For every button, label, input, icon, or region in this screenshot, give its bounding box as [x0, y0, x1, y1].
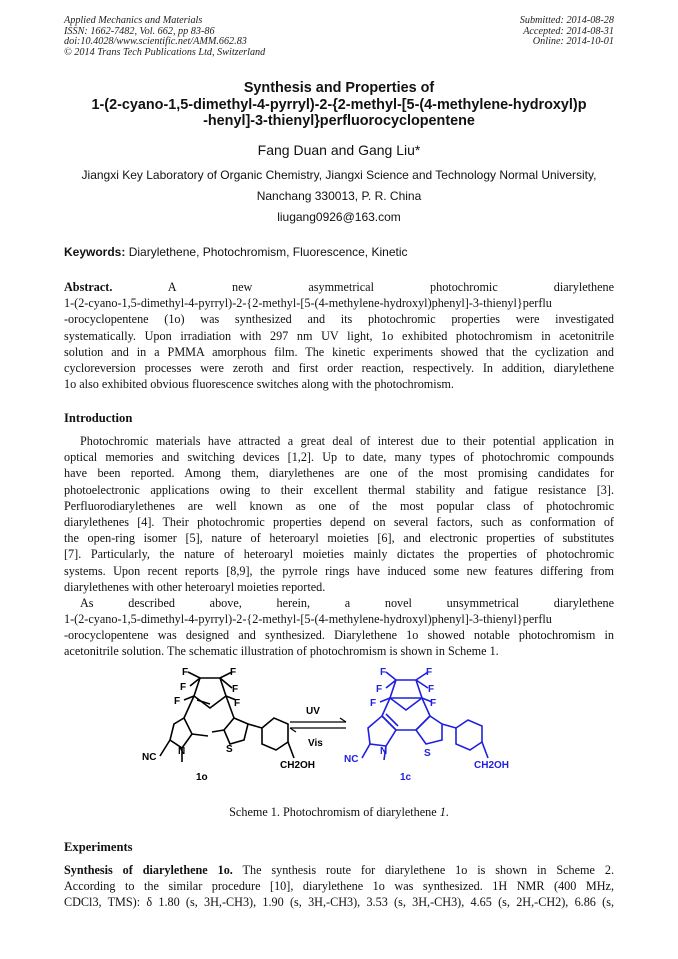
intro-line: Photochromic materials have attracted a great deal of interest due to their potential application in: [80, 434, 614, 448]
fluorine-label: F: [376, 684, 383, 695]
intro-line: Perfluorodiarylethenes are well known as one of the most popular class of photochromic: [64, 498, 614, 513]
intro-line: diarylethenes with other heteroaryl moieties reported.: [64, 579, 326, 594]
introduction-heading: Introduction: [64, 411, 133, 425]
authors: Fang Duan and Gang Liu*: [257, 142, 421, 158]
title-line: Synthesis and Properties of: [243, 80, 435, 96]
nitrogen-label: N: [380, 746, 388, 757]
title-line: 1-(2-cyano-1,5-dimethyl-4-pyrryl)-2-{2-methyl-[5-(4-methylene-hydroxyl)p: [91, 96, 587, 113]
closed-isomer-labels: [344, 667, 509, 783]
intro-line: -orocyclopentene was designed and synthesized. Diarylethene 1o showed notable photochromism in: [64, 628, 614, 643]
closed-isomer-label: 1c: [400, 772, 412, 783]
abstract-line: -orocyclopentene (1o) was synthesized and its photochromic properties were investigated: [64, 312, 614, 327]
sulfur-label: S: [226, 744, 233, 755]
online-date: Online: 2014-10-01: [532, 36, 614, 48]
fluorine-label: F: [430, 698, 437, 709]
abstract-line: solution and in a PMMA amorphous film. The kinetic experiments showed that the cyclization and: [64, 344, 614, 359]
scheme-caption: [0, 805, 678, 820]
experiments-text-span: The synthesis route for diarylethene 1o is shown in Scheme 2.: [242, 863, 614, 877]
experiments-text: [64, 862, 614, 911]
intro-line: have been reported. Among them, diarylethenes are one of the most promising candidates for: [64, 466, 614, 481]
caption-compound: 1: [439, 805, 446, 819]
abstract: [64, 279, 614, 392]
fluorine-label: F: [182, 667, 189, 678]
intro-line: optical memories and switching devices [1,2]. Up to date, many types of photochromic compounds: [64, 450, 614, 465]
keywords: [64, 245, 408, 259]
photochromism-scheme: [140, 666, 540, 798]
title-line: -henyl]-3-thienyl}perfluorocyclopentene: [203, 113, 475, 130]
experiments-line: CDCl3, TMS): δ 1.80 (s, 3H,-CH3), 1.90 (s, 3H,-CH3), 3.53 (s, 3H,-CH3), 4.65 (s, 2H,-CH2), 6.86 (s,: [64, 895, 614, 910]
intro-line: the open-ring isomer [5], nature of heteroaryl moieties [6], and electronic properties of substitutes: [64, 531, 614, 546]
author-email[interactable]: liugang0926@163.com: [277, 210, 401, 224]
synthesis-subheading: Synthesis of diarylethene 1o.: [64, 863, 233, 877]
experiments-heading: Experiments: [64, 840, 133, 854]
nitrogen-label: N: [178, 746, 186, 757]
submitted-date: Submitted: 2014-08-28: [519, 15, 614, 26]
fluorine-label: F: [370, 698, 377, 709]
intro-line: photoelectronic applications owing to their excellent thermal stability and fatigue resistance [3].: [64, 482, 614, 497]
journal-name: Applied Mechanics and Materials: [64, 15, 203, 26]
experiments-line: [64, 862, 614, 878]
fluorine-label: F: [232, 684, 239, 695]
fluorine-label: F: [234, 698, 241, 709]
fluorine-label: F: [230, 667, 237, 678]
vis-label: Vis: [308, 738, 323, 749]
fluorine-label: F: [428, 684, 435, 695]
caption-text: Scheme 1. Photochromism of diarylethene: [229, 805, 440, 819]
journal-doi: doi:10.4028/www.scientific.net/AMM.662.83: [64, 36, 247, 48]
hydroxymethyl-label: CH2OH: [474, 760, 510, 771]
accepted-date: Accepted: 2014-08-31: [523, 25, 614, 37]
paper-title: [40, 80, 638, 130]
sulfur-label: S: [424, 748, 431, 759]
intro-line: 1-(2-cyano-1,5-dimethyl-4-pyrryl)-2-{2-methyl-[5-(4-methylene-hydroxyl)phenyl]-3-thienyl}perflu: [64, 612, 552, 627]
abstract-line: 1-(2-cyano-1,5-dimethyl-4-pyrryl)-2-{2-methyl-[5-(4-methylene-hydroxyl)phenyl]-3-thienyl}perflu: [64, 296, 552, 311]
introduction-text: [64, 433, 614, 660]
fluorine-label: F: [180, 682, 187, 693]
abstract-text: A new asymmetrical photochromic diarylethene: [167, 280, 615, 294]
keywords-text: Diarylethene, Photochromism, Fluorescence, Kinetic: [128, 245, 408, 259]
abstract-label: Abstract.: [64, 280, 113, 294]
dates-header: [520, 16, 614, 48]
uv-label: UV: [306, 706, 320, 717]
cyano-label: NC: [142, 752, 157, 763]
abstract-line: cycloreversion processes were zeroth and first order reaction, respectively. In addition, diarylethene: [64, 360, 614, 375]
reaction-arrows: [290, 706, 346, 749]
journal-copyright: © 2014 Trans Tech Publications Ltd, Switzerland: [64, 46, 266, 58]
fluorine-label: F: [426, 667, 433, 678]
journal-issn: ISSN: 1662-7482, Vol. 662, pp 83-86: [64, 25, 215, 37]
affiliation: Jiangxi Key Laboratory of Organic Chemistry, Jiangxi Science and Technology Normal University,: [81, 168, 597, 182]
intro-line: diarylethenes [4]. Their photochromic properties depend on several factors, such as conformation of: [64, 514, 614, 529]
fluorine-label: F: [174, 696, 181, 707]
abstract-line: systematically. Upon irradiation with 297 nm UV light, 1o exhibited photochromism in acetonitrile: [64, 328, 614, 343]
open-isomer-label: 1o: [196, 772, 208, 783]
affiliation-city: Nanchang 330013, P. R. China: [256, 189, 422, 203]
hydroxymethyl-label: CH2OH: [280, 760, 316, 771]
abstract-line: 1o also exhibited obvious fluorescence switches along with the photochromism.: [64, 377, 454, 392]
caption-period: .: [445, 805, 449, 819]
intro-line: systems. Upon recent reports [8,9], the pyrrole rings have induced some new features differing from: [64, 563, 614, 578]
fluorine-label: F: [380, 667, 387, 678]
intro-line: As described above, herein, a novel unsymmetrical diarylethene: [80, 595, 614, 610]
cyano-label: NC: [344, 754, 359, 765]
abstract-line: [64, 279, 614, 295]
keywords-label: Keywords:: [64, 245, 126, 259]
experiments-line: According to the similar procedure [10], diarylethene 1o was synthesized. 1H NMR (400 MHz,: [64, 879, 614, 894]
intro-line: [7]. Particularly, the nature of heteroaryl moieties mainly dictates the properties of photochromic: [64, 547, 614, 562]
journal-header: [64, 16, 265, 58]
intro-line: acetonitrile solution. The schematic illustration of photochromism is shown in Scheme 1.: [64, 644, 499, 659]
